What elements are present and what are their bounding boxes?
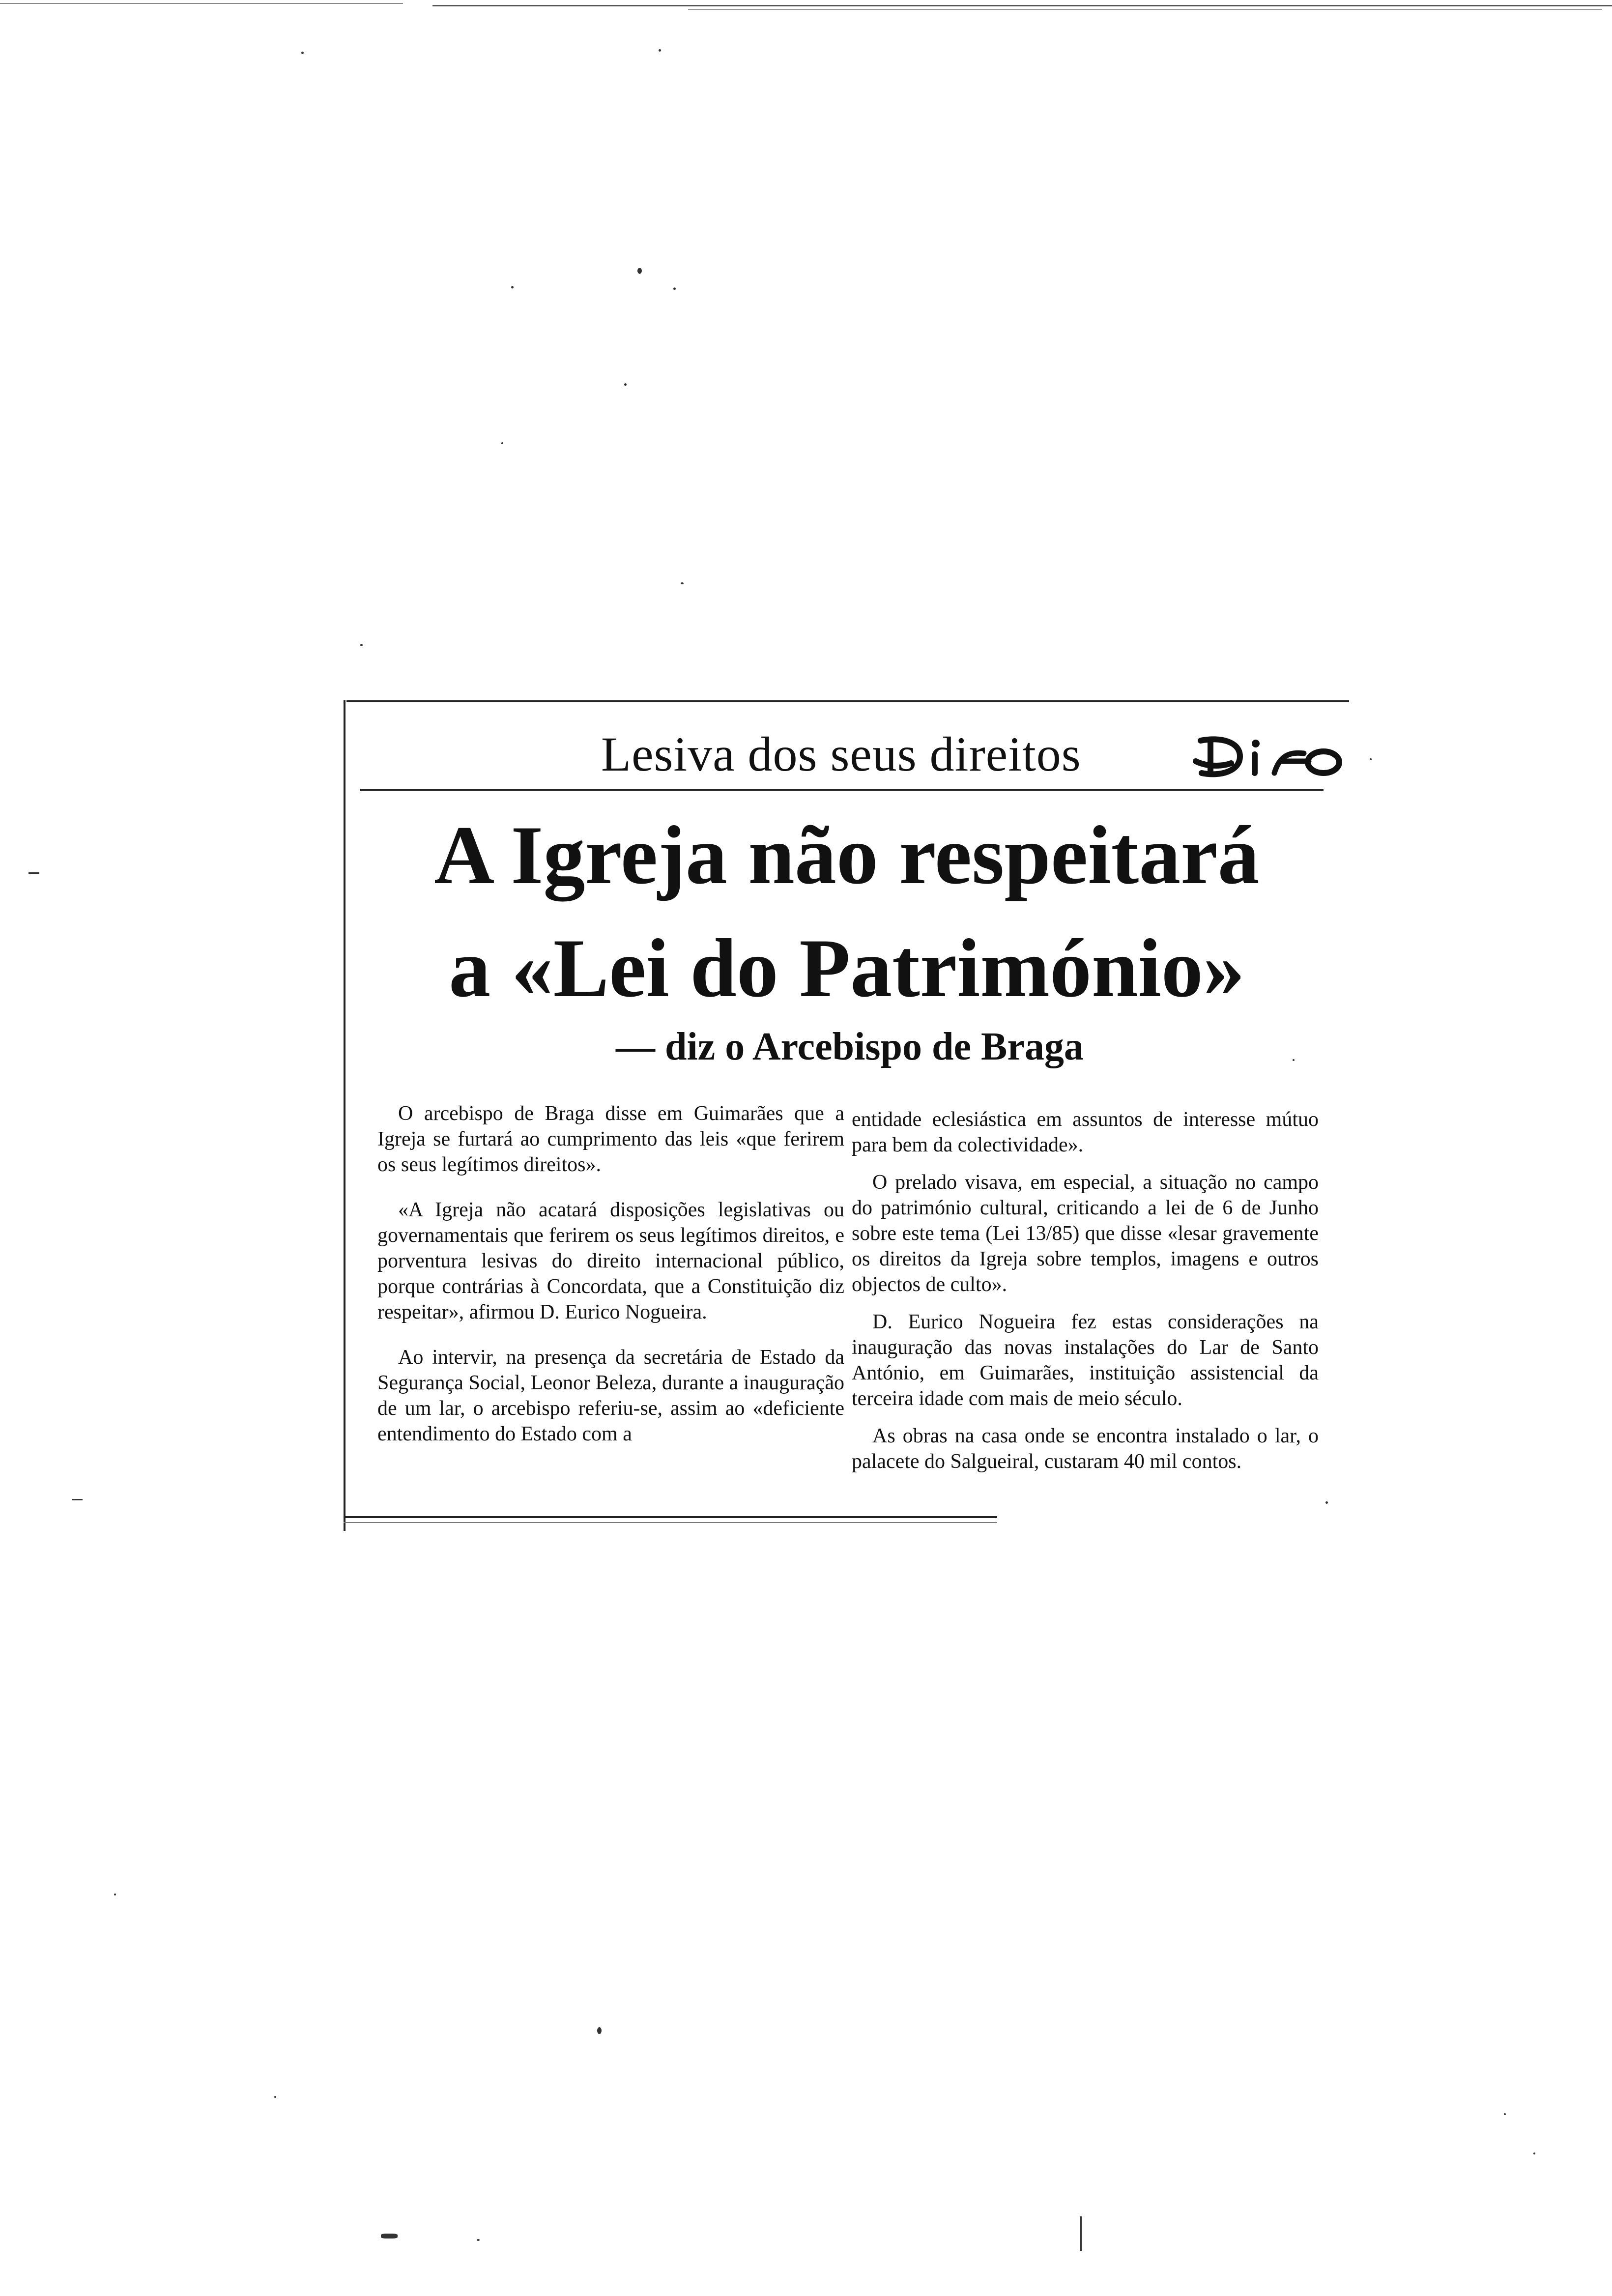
scan-speck [1370,758,1372,760]
newspaper-logo-graphic [1191,732,1348,781]
article-paragraph: O prelado visava, em especial, a situação no campo do património cultural, criticando a lei de 6 de Junho sobre este tema (Lei 13/85) que disse «lesar gravemente os direitos da Igreja sobre templos, imagens e outros objectos de culto». [852,1171,1319,1296]
article-paragraph: D. Eurico Nogueira fez estas considerações na inauguração das novas instalações do Lar de Santo António, em Guimarães, instituição assistencial da terceira idade com mais de meio século. [852,1311,1319,1410]
scan-edge-line [432,5,1612,6]
scan-speck [29,872,39,874]
clipping-bottom-rule [344,1522,997,1523]
newspaper-clipping [341,700,1346,1531]
article-paragraph: Ao intervir, na presença da secretária de Estado da Segurança Social, Leonor Beleza, durante a inauguração de um lar, o arcebispo referiu-se, assim ao «deficiente entendimento do Estado com a [377,1346,844,1445]
article-paragraph: As obras na casa onde se encontra instalado o lar, o palacete do Salgueiral, custaram 40 mil contos. [852,1425,1319,1473]
scan-speck [477,2239,480,2241]
scan-speck [637,268,642,274]
scan-speck [673,287,676,290]
scan-speck [1504,2113,1506,2115]
clipping-left-rule [344,700,345,1531]
scan-speck [624,383,627,386]
article-kicker: Lesiva dos seus direitos [601,727,1081,781]
article-paragraph: O arcebispo de Braga disse em Guimarães que a Igreja se furtará ao cumprimento das leis «que ferirem os seus legítimos direitos». [377,1102,844,1176]
article-subhead: — diz o Arcebispo de Braga [616,1025,1084,1068]
article-column-right [852,1107,1319,1486]
scan-speck [381,2234,398,2239]
scan-speck [301,52,304,54]
scan-speck [274,2096,276,2098]
scan-top-edge [0,3,1612,10]
scan-speck [681,582,684,584]
scan-speck [72,1499,83,1500]
headline-line: A Igreja não respeitará [434,809,1260,901]
scan-speck [597,2027,602,2034]
kicker-row [360,725,1343,789]
scan-edge-line [0,3,403,4]
newspaper-logo [1191,732,1348,781]
clipping-bottom-rule [344,1516,997,1518]
article-headline [370,799,1324,1025]
article-paragraph: «A Igreja não acatará disposições legislativas ou governamentais que ferirem os seus legítimos direitos, e porventura lesivas do direito internacional público, porque contrárias à Concordata, que a Constituição diz respeitar», afirmou D. Eurico Nogueira. [377,1199,844,1323]
headline-line: a «Lei do Património» [449,922,1245,1014]
scan-speck [511,286,514,288]
scan-speck [659,49,661,52]
scan-speck [501,442,503,444]
article-column-left [377,1101,844,1466]
scan-speck [1080,2216,1082,2251]
scan-speck [114,1894,116,1895]
scan-edge-line [688,9,1602,10]
clipping-top-rule [346,700,1349,702]
kicker-rule [360,789,1324,791]
scan-speck [360,644,363,646]
scan-speck [1533,2152,1535,2154]
article-paragraph: entidade eclesiástica em assuntos de interesse mútuo para bem da colectividade». [852,1108,1319,1156]
